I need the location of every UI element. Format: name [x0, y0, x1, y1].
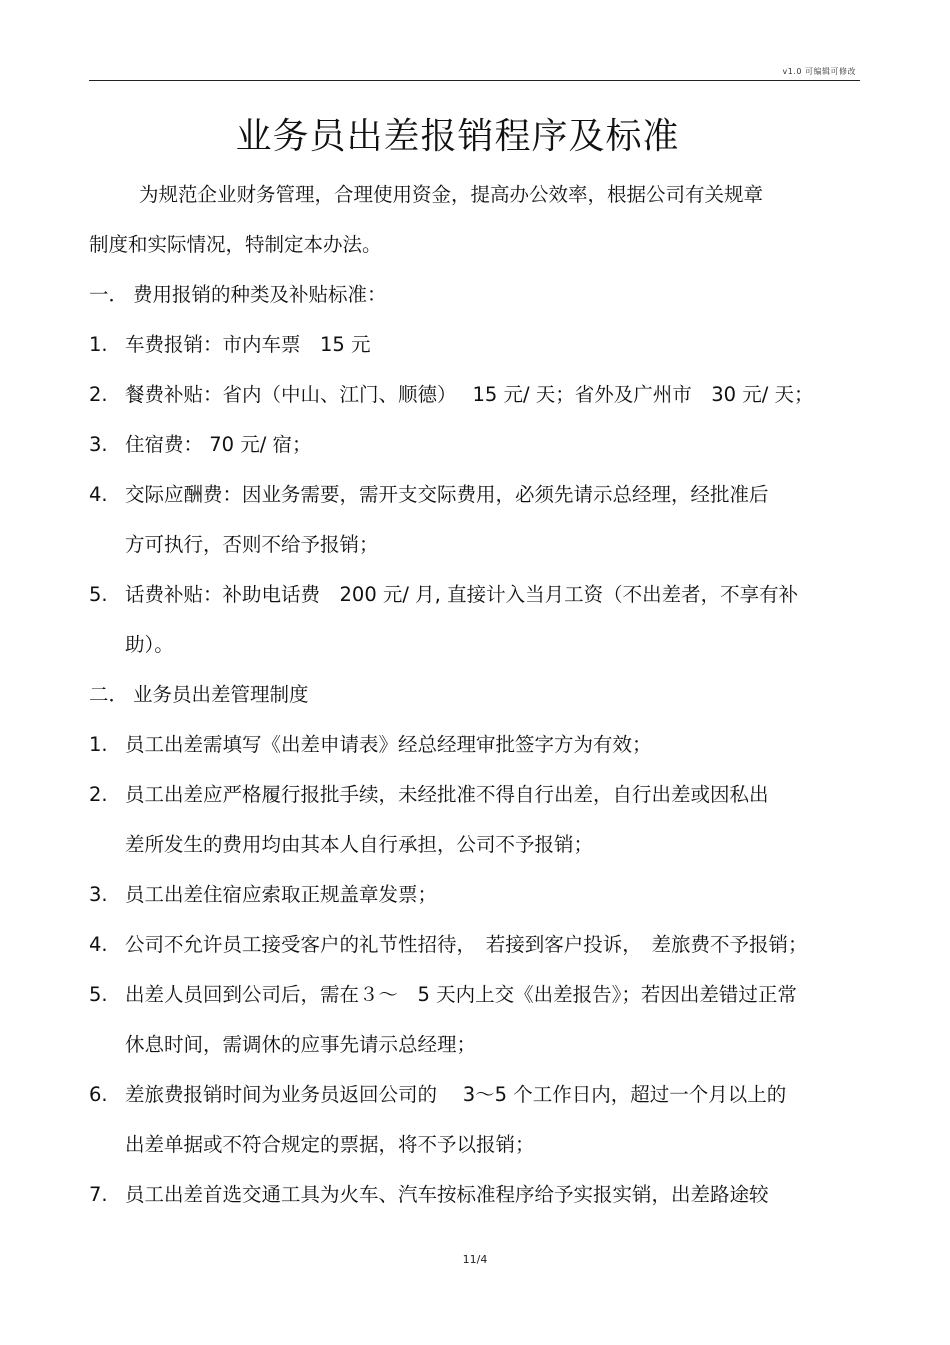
list-item-line	[89, 320, 860, 370]
intro-paragraph	[89, 170, 860, 270]
list-item	[89, 570, 860, 670]
list-item-text: 员工出差应严格履行报批手续，未经批准不得自行出差，自行出差或因私出	[125, 783, 769, 806]
list-item-line	[89, 1070, 860, 1120]
list-item-line	[89, 970, 860, 1020]
list-item-text: 交际应酬费：因业务需要，需开支交际费用，必须先请示总经理，经批准后	[125, 483, 769, 506]
list-item-text: 住宿费： 70 元/ 宿；	[125, 433, 312, 456]
list-item	[89, 370, 860, 420]
list-item-text: 差旅费报销时间为业务员返回公司的 3～5 个工作日内，超过一个月以上的	[125, 1083, 787, 1106]
list-item-line	[89, 1170, 860, 1220]
list-item-continuation	[89, 1120, 860, 1170]
list-item-line	[89, 720, 860, 770]
list-item-line	[89, 470, 860, 520]
list-item-number: 2.	[89, 783, 108, 806]
list-item	[89, 1170, 860, 1220]
list-item-line	[89, 570, 860, 620]
list-item	[89, 870, 860, 920]
list-item-number: 6.	[89, 1083, 108, 1106]
list-item	[89, 1070, 860, 1170]
list-item	[89, 420, 860, 470]
list-item	[89, 920, 860, 970]
section-title: 费用报销的种类及补贴标准：	[133, 283, 387, 306]
list-item-number: 1.	[89, 333, 108, 356]
list-item-text: 出差人员回到公司后，需在３～ 5 天内上交《出差报告》；若因出差错过正常	[125, 983, 797, 1006]
document-body	[89, 170, 860, 1220]
list-item-text: 车费报销：市内车票 15 元	[125, 333, 371, 356]
list-item-text: 助）。	[125, 633, 174, 656]
list-item-text: 方可执行，否则不给予报销；	[125, 533, 379, 556]
section-1-list	[89, 320, 860, 670]
list-item-text: 员工出差需填写《出差申请表》经总经理审批签字方为有效；	[125, 733, 652, 756]
list-item-number: 7.	[89, 1183, 108, 1206]
list-item-line	[89, 920, 860, 970]
section-2-list	[89, 720, 860, 1220]
list-item-number: 5.	[89, 583, 108, 606]
intro-line: 制度和实际情况，特制定本办法。	[89, 233, 382, 256]
list-item-text: 员工出差首选交通工具为火车、汽车按标准程序给予实报实销，出差路途较	[125, 1183, 769, 1206]
list-item-continuation	[89, 620, 860, 670]
list-item-continuation	[89, 820, 860, 870]
list-item-number: 1.	[89, 733, 108, 756]
list-item-text: 休息时间，需调休的应事先请示总经理；	[125, 1033, 477, 1056]
intro-line: 为规范企业财务管理，合理使用资金，提高办公效率，根据公司有关规章	[139, 183, 764, 206]
list-item-line	[89, 420, 860, 470]
list-item-number: 2.	[89, 383, 108, 406]
list-item-number: 4.	[89, 483, 108, 506]
list-item	[89, 470, 860, 570]
list-item-number: 4.	[89, 933, 108, 956]
section-heading	[89, 270, 860, 320]
list-item	[89, 770, 860, 870]
page-number: 11/4	[462, 1253, 488, 1266]
section-heading	[89, 670, 860, 720]
list-item-text: 公司不允许员工接受客户的礼节性招待， 若接到客户投诉， 差旅费不予报销；	[125, 933, 808, 956]
document-title: 业务员出差报销程序及标准	[235, 116, 680, 157]
list-item-line	[89, 870, 860, 920]
list-item-continuation	[89, 520, 860, 570]
list-item-number: 5.	[89, 983, 108, 1006]
section-number: 二．	[89, 683, 129, 706]
list-item-number: 3.	[89, 883, 108, 906]
list-item-line	[89, 770, 860, 820]
list-item-text: 出差单据或不符合规定的票据，将不予以报销；	[125, 1133, 535, 1156]
list-item-number: 3.	[89, 433, 108, 456]
list-item	[89, 720, 860, 770]
section-number: 一．	[89, 283, 129, 306]
list-item	[89, 320, 860, 370]
list-item-text: 话费补贴：补助电话费 200 元/ 月, 直接计入当月工资（不出差者，不享有补	[125, 583, 799, 606]
list-item-text: 餐费补贴：省内（中山、江门、顺德） 15 元/ 天；省外及广州市 30 元/ 天；	[125, 383, 814, 406]
list-item-line	[89, 370, 860, 420]
list-item-text: 员工出差住宿应索取正规盖章发票；	[125, 883, 438, 906]
list-item	[89, 970, 860, 1070]
list-item-text: 差所发生的费用均由其本人自行承担，公司不予报销；	[125, 833, 594, 856]
section-title: 业务员出差管理制度	[133, 683, 309, 706]
header-note: v1.0 可编辑可修改	[782, 67, 856, 76]
header-rule	[89, 80, 860, 81]
list-item-continuation	[89, 1020, 860, 1070]
